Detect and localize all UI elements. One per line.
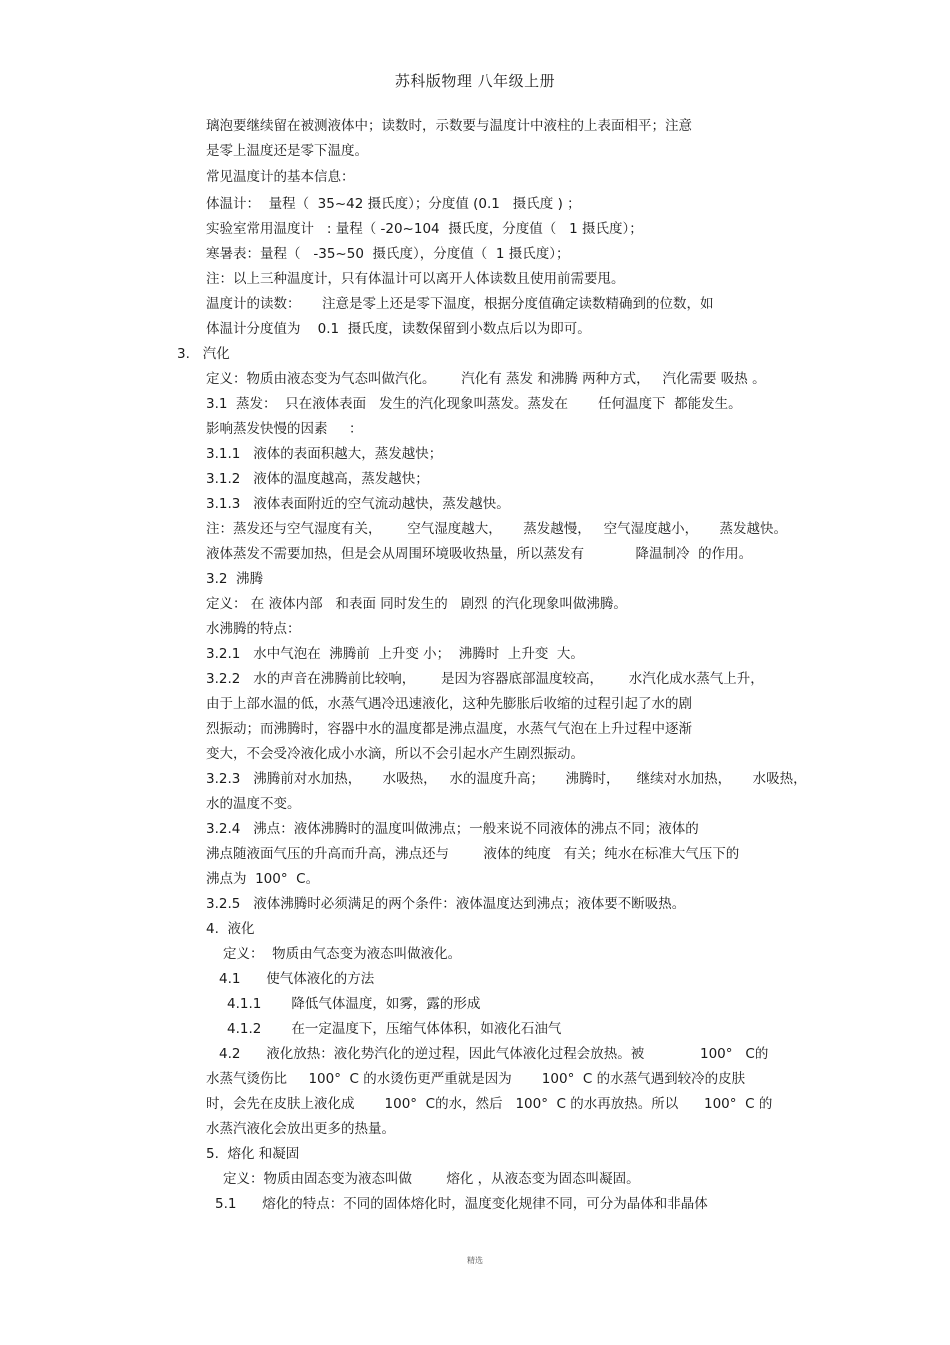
page-footer: 精选	[467, 1256, 483, 1265]
text-line: 水蒸气烫伤比 100° C 的水烫伤更严重就是因为 100° C 的水蒸气遇到较冷的皮肤	[206, 1071, 746, 1087]
text-line: 定义：物质由固态变为液态叫做 熔化 ，从液态变为固态叫凝固。	[223, 1171, 640, 1187]
section-heading: 3. 汽化	[177, 346, 230, 362]
text-line: 定义： 在 液体内部 和表面 同时发生的 剧烈 的汽化现象叫做沸腾。	[206, 596, 627, 612]
text-line: 3.2.1 水中气泡在 沸腾前 上升变 小； 沸腾时 上升变 大。	[206, 646, 584, 662]
text-line: 4.1.1 降低气体温度，如雾，露的形成	[227, 996, 481, 1012]
section-heading: 5. 熔化 和凝固	[206, 1146, 300, 1162]
text-line: 4.1 使气体液化的方法	[219, 971, 375, 987]
text-line: 由于上部水温的低，水蒸气遇冷迅速液化，这种先膨胀后收缩的过程引起了水的剧	[206, 696, 692, 712]
text-line: 注：以上三种温度计，只有体温计可以离开人体读数且使用前需要甩。	[206, 271, 625, 287]
text-line: 璃泡要继续留在被测液体中；读数时，示数要与温度计中液柱的上表面相平；注意	[206, 118, 692, 134]
text-line: 时，会先在皮肤上液化成 100° C的水，然后 100° C 的水再放热。所以 100° C 的	[206, 1096, 773, 1112]
text-line: 水蒸汽液化会放出更多的热量。	[206, 1121, 395, 1137]
text-line: 3.2 沸腾	[206, 571, 264, 587]
text-line: 定义：物质由液态变为气态叫做汽化。 汽化有 蒸发 和沸腾 两种方式， 汽化需要 吸热 。	[206, 371, 766, 387]
text-line: 3.1.2 液体的温度越高，蒸发越快；	[206, 471, 429, 487]
text-line: 3.2.5 液体沸腾时必须满足的两个条件：液体温度达到沸点；液体要不断吸热。	[206, 896, 686, 912]
text-line: 4.1.2 在一定温度下，压缩气体体积，如液化石油气	[227, 1021, 562, 1037]
section-heading: 4. 液化	[206, 921, 255, 937]
text-line: 沸点随液面气压的升高而升高，沸点还与 液体的纯度 有关；纯水在标准大气压下的	[206, 846, 740, 862]
text-line: 3.2.4 沸点：液体沸腾时的温度叫做沸点；一般来说不同液体的沸点不同；液体的	[206, 821, 699, 837]
text-line: 4.2 液化放热：液化势汽化的逆过程，因此气体液化过程会放热。被 100° C的	[219, 1046, 769, 1062]
text-line: 沸点为 100° C。	[206, 871, 320, 887]
text-line: 体温计分度值为 0.1 摄氏度，读数保留到小数点后以为即可。	[206, 321, 591, 337]
text-line: 水的温度不变。	[206, 796, 301, 812]
text-line: 3.2.3 沸腾前对水加热， 水吸热， 水的温度升高； 沸腾时， 继续对水加热， 水吸热，	[206, 771, 807, 787]
text-line: 烈振动；而沸腾时，容器中水的温度都是沸点温度，水蒸气气泡在上升过程中逐渐	[206, 721, 692, 737]
text-line: 温度计的读数： 注意是零上还是零下温度，根据分度值确定读数精确到的位数，如	[206, 296, 714, 312]
page-header-title: 苏科版物理 八年级上册	[394, 72, 556, 90]
text-line: 体温计： 量程（ 35~42 摄氏度）；分度值 (0.1 摄氏度 ) ；	[206, 196, 581, 212]
text-line: 3.1.1 液体的表面积越大，蒸发越快；	[206, 446, 443, 462]
text-line: 是零上温度还是零下温度。	[206, 143, 368, 159]
text-line: 定义： 物质由气态变为液态叫做液化。	[223, 946, 462, 962]
text-line: 液体蒸发不需要加热，但是会从周围环境吸收热量，所以蒸发有 降温制冷 的作用。	[206, 546, 753, 562]
text-line: 变大，不会受冷液化成小水滴，所以不会引起水产生剧烈振动。	[206, 746, 584, 762]
text-line: 水沸腾的特点：	[206, 621, 301, 637]
text-line: 常见温度计的基本信息：	[206, 169, 355, 185]
text-line: 注：蒸发还与空气湿度有关， 空气湿度越大， 蒸发越慢， 空气湿度越小， 蒸发越快。	[206, 521, 788, 537]
text-line: 3.1.3 液体表面附近的空气流动越快，蒸发越快。	[206, 496, 510, 512]
text-line: 3.2.2 水的声音在沸腾前比较响， 是因为容器底部温度较高， 水汽化成水蒸气上升，	[206, 671, 764, 687]
text-line: 3.1 蒸发： 只在液体表面 发生的汽化现象叫蒸发。蒸发在 任何温度下 都能发生。	[206, 396, 742, 412]
text-line: 影响蒸发快慢的因素 ：	[206, 421, 363, 437]
text-line: 寒暑表：量程（ -35~50 摄氏度），分度值（ 1 摄氏度）；	[206, 246, 570, 262]
text-line: 实验室常用温度计 : 量程（ -20~104 摄氏度，分度值（ 1 摄氏度）；	[206, 221, 643, 237]
text-line: 5.1 熔化的特点：不同的固体熔化时，温度变化规律不同，可分为晶体和非晶体	[215, 1196, 708, 1212]
